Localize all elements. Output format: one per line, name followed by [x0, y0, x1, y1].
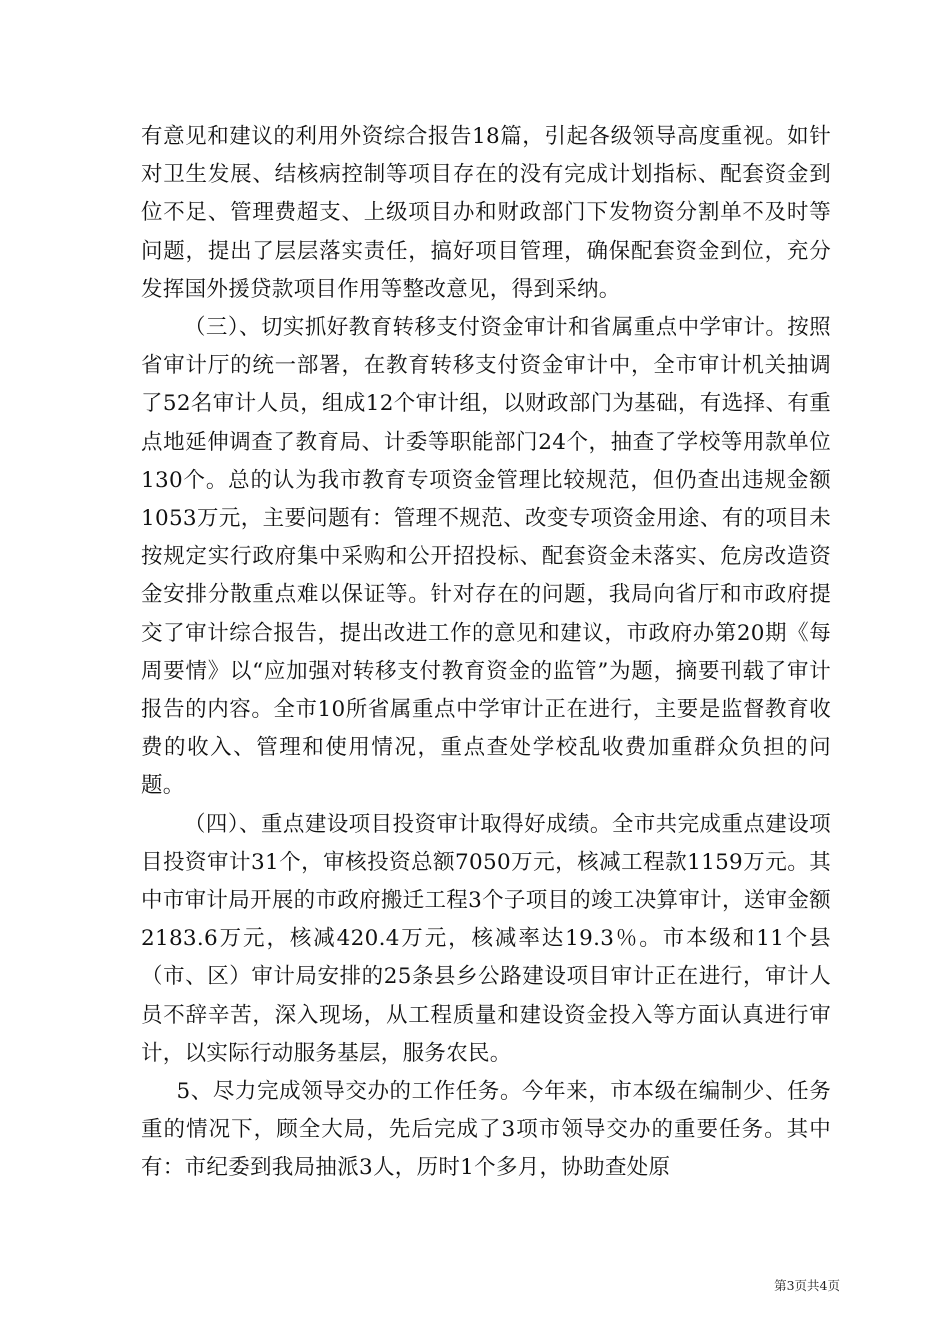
page-number-footer: 第3页共4页 — [774, 1278, 840, 1293]
document-body — [141, 118, 831, 1188]
paragraph-continuation: 有意见和建议的利用外资综合报告18篇，引起各级领导高度重视。如针对卫生发展、结核病控制等项目存在的没有完成计划指标、配套资金到位不足、管理费超支、上级项目办和财政部门下发物资分割单不及时等问题，提出了层层落实责任，搞好项目管理，确保配套资金到位，充分发挥国外援贷款项目作用等整改意见，得到采纳。 — [141, 124, 831, 302]
paragraph-section-four: （四）、重点建设项目投资审计取得好成绩。全市共完成重点建设项目投资审计31个，审核投资总额7050万元，核减工程款1159万元。其中市审计局开展的市政府搬迁工程3个子项目的竣工决算审计，送审金额2183.6万元，核减420.4万元，核减率达19.3％。市本级和11个县（市、区）审计局安排的25条县乡公路建设项目审计正在进行，审计人员不辞辛苦，深入现场，从工程质量和建设资金投入等方面认真进行审计，以实际行动服务基层，服务农民。 — [141, 811, 831, 1066]
paragraph-section-three: （三）、切实抓好教育转移支付资金审计和省属重点中学审计。按照省审计厅的统一部署，在教育转移支付资金审计中，全市审计机关抽调了52名审计人员，组成12个审计组，以财政部门为基础，有选择、有重点地延伸调查了教育局、计委等职能部门24个，抽查了学校等用款单位130个。总的认为我市教育专项资金管理比较规范，但仍查出违规金额1053万元，主要问题有：管理不规范、改变专项资金用途、有的项目未按规定实行政府集中采购和公开招投标、配套资金未落实、危房改造资金安排分散重点难以保证等。针对存在的问题，我局向省厅和市政府提交了审计综合报告，提出改进工作的意见和建议，市政府办第20期《每周要情》以“应加强对转移支付教育资金的监管”为题，摘要刊载了审计报告的内容。全市10所省属重点中学审计正在进行，主要是监督教育收费的收入、管理和使用情况，重点查处学校乱收费加重群众负担的问题。 — [141, 315, 831, 799]
paragraph-item-five: 5、尽力完成领导交办的工作任务。今年来，市本级在编制少、任务重的情况下，顾全大局，先后完成了3项市领导交办的重要任务。其中有：市纪委到我局抽派3人，历时1个多月，协助查处原 — [141, 1079, 831, 1181]
